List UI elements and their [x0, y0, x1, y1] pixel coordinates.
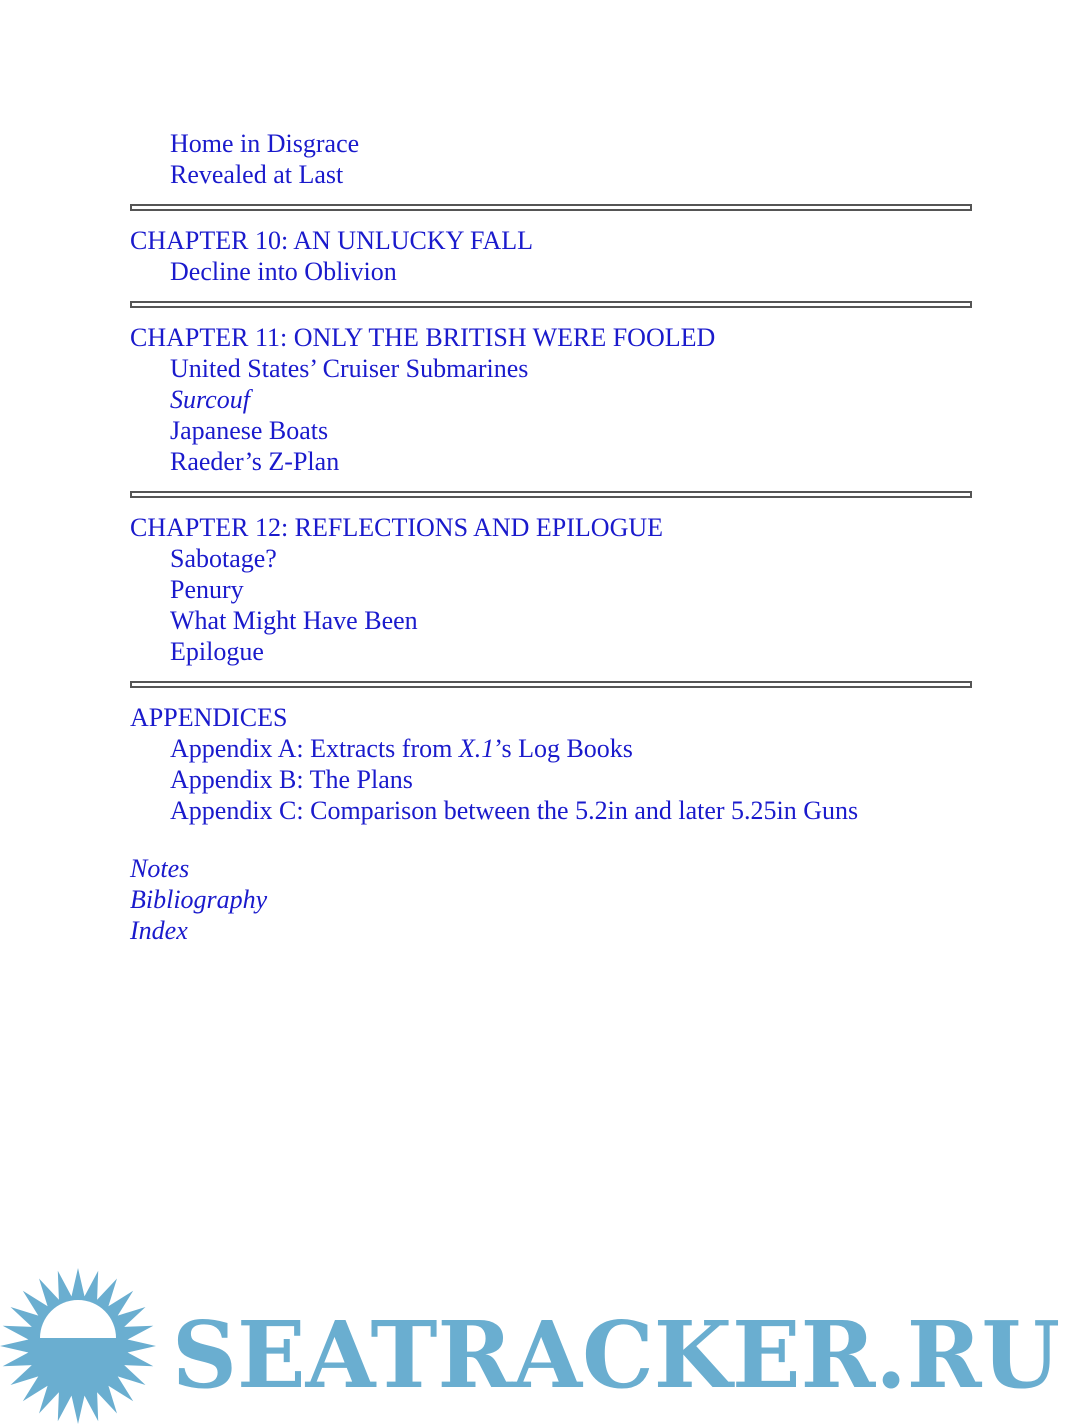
divider: [130, 204, 972, 211]
appendix-a-suffix: ’s Log Books: [494, 734, 633, 763]
toc-entry[interactable]: Revealed at Last: [170, 160, 344, 189]
toc-entry[interactable]: Surcouf: [170, 385, 250, 414]
toc-entry-appendix-c[interactable]: Appendix C: Comparison between the 5.2in and later 5.25in Guns: [170, 796, 859, 825]
toc-entry[interactable]: Home in Disgrace: [170, 129, 360, 158]
divider: [130, 491, 972, 498]
toc-entry[interactable]: Sabotage?: [170, 544, 277, 573]
backmatter-index[interactable]: Index: [130, 916, 188, 945]
toc-entry[interactable]: What Might Have Been: [170, 606, 418, 635]
table-of-contents: [130, 128, 972, 946]
appendix-a-vessel: X.1: [458, 734, 495, 763]
backmatter-bibliography[interactable]: Bibliography: [130, 885, 268, 914]
toc-entry[interactable]: Decline into Oblivion: [170, 257, 397, 286]
chapter-heading[interactable]: CHAPTER 10: AN UNLUCKY FALL: [130, 226, 534, 255]
appendices-heading[interactable]: APPENDICES: [130, 703, 288, 732]
chapter-heading[interactable]: CHAPTER 12: REFLECTIONS AND EPILOGUE: [130, 513, 664, 542]
toc-entry[interactable]: Penury: [170, 575, 244, 604]
toc-entry[interactable]: Raeder’s Z-Plan: [170, 447, 340, 476]
appendix-a-prefix: Appendix A: Extracts from: [170, 734, 459, 763]
toc-entry[interactable]: Epilogue: [170, 637, 264, 666]
chapter-heading[interactable]: CHAPTER 11: ONLY THE BRITISH WERE FOOLED: [130, 323, 716, 352]
toc-entry[interactable]: United States’ Cruiser Submarines: [170, 354, 529, 383]
toc-entry-appendix-b[interactable]: Appendix B: The Plans: [170, 765, 413, 794]
watermark-logo: [0, 1262, 1080, 1425]
backmatter-notes[interactable]: Notes: [130, 854, 190, 883]
watermark-text: SEATRACKER.RU: [172, 1301, 1060, 1409]
sun-icon: [0, 1268, 156, 1424]
spacer: [130, 826, 972, 853]
toc-entry-appendix-a[interactable]: [130, 733, 972, 764]
toc-entry[interactable]: Japanese Boats: [170, 416, 329, 445]
divider: [130, 681, 972, 688]
divider: [130, 301, 972, 308]
